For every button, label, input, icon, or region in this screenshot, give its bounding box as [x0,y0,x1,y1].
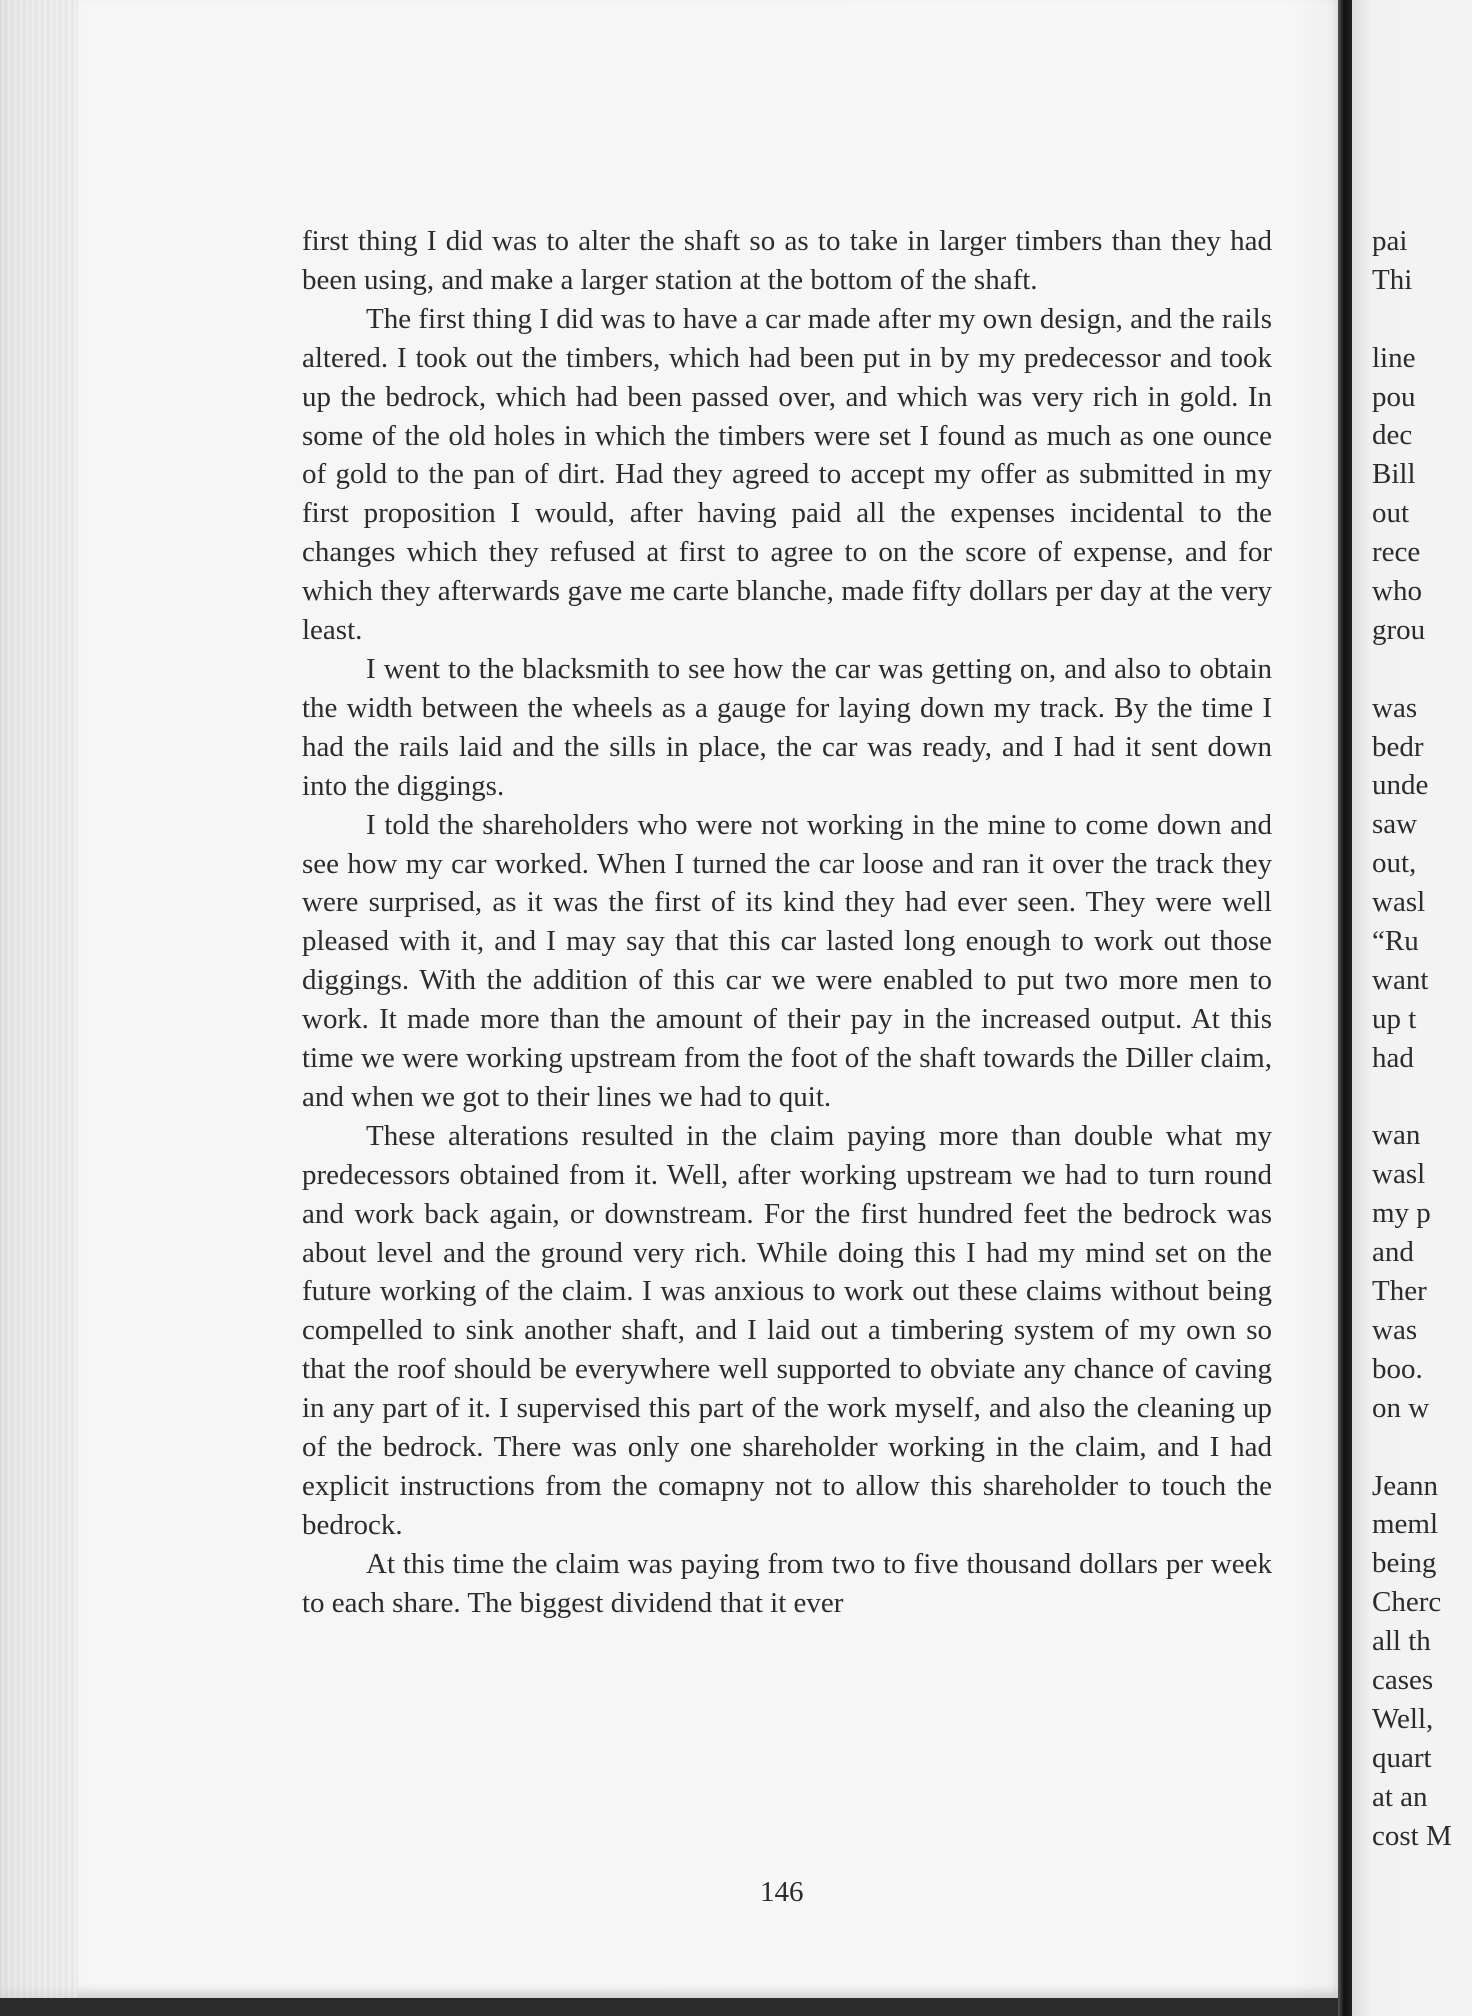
right-page-line-fragment [1372,650,1472,689]
right-page-line-fragment: grou [1372,613,1426,646]
right-page-line-fragment: up t [1372,1002,1417,1035]
book-gutter [1338,0,1352,2016]
right-page-line-fragment: wan [1372,1119,1421,1152]
right-page-line-fragment: at an [1372,1780,1428,1813]
right-page-line-fragment: on w [1372,1391,1430,1424]
right-page-line-fragment: dec [1372,419,1413,452]
right-page-line-fragment: “Ru [1372,925,1419,958]
right-page-line-fragment: wasl [1372,1158,1426,1191]
right-page-line-fragment: want [1372,963,1429,996]
right-page-line-fragment: quart [1372,1741,1432,1774]
right-page-line-fragment: cases [1372,1663,1434,1696]
right-page-line-fragment: bedr [1372,730,1424,763]
right-page-line-fragment: being [1372,1547,1437,1580]
right-page-line-fragment: and [1372,1236,1414,1269]
right-page-line-fragment: rece [1372,536,1421,569]
right-page-line-fragment: all th [1372,1625,1431,1658]
right-page-line-fragment: unde [1372,769,1429,802]
paragraph: These alterations resulted in the claim paying more than double what my predecessors obtained from it. Well, after working upstream we had to turn round and work back again, or downstream. For the first hundred feet the bedrock was about level and the ground very rich. While doing this I had my mind set on the future working of the claim. I was anxious to work out these claims without being compelled to sink another shaft, and I laid out a timbering system of my own so that the roof should be everywhere well supported to obviate any chance of caving in any part of it. I supervised this part of the work myself, and also the cleaning up of the bedrock. There was only one shareholder working in the claim, and I had explicit instructions from the comapny not to allow this shareholder to touch the bedrock. [302,1119,1272,1541]
right-page-line-fragment: Well, [1372,1702,1434,1735]
right-page-line-fragment: meml [1372,1508,1439,1541]
right-page-text-fragments [1372,222,1472,1855]
paragraph: At this time the claim was paying from two to five thousand dollars per week to each share. The biggest dividend that it ever [302,1547,1272,1619]
page-edge-stack [0,0,78,1998]
right-page-line-fragment: was [1372,1313,1418,1346]
right-page-line-fragment: Thi [1372,263,1413,296]
right-page-line-fragment: wasl [1372,886,1426,919]
right-page-line-fragment: boo. [1372,1352,1423,1385]
right-page-line-fragment: pou [1372,380,1416,413]
right-page-line-fragment [1372,1078,1472,1117]
right-page-line-fragment [1372,300,1472,339]
right-page-line-fragment: out, [1372,847,1417,880]
paragraph: The first thing I did was to have a car made after my own design, and the rails altered. I took out the timbers, which had been put in by my predecessor and took up the bedrock, which had been passed over, and which was very rich in gold. In some of the old holes in which the timbers were set I found as much as one ounce of gold to the pan of dirt. Had they agreed to accept my offer as submitted in my first proposition I would, after having paid all the expenses incidental to the changes which they refused at first to agree to on the score of expense, and for which they afterwards gave me carte blanche, made fifty dollars per day at the very least. [302,302,1272,647]
paragraph: first thing I did was to alter the shaft so as to take in larger timbers than they had been using, and make a larger station at the bottom of the shaft. [302,225,1272,296]
right-page-line-fragment: Cherc [1372,1586,1442,1619]
body-text [302,222,1272,1623]
right-page-line-fragment: saw [1372,808,1418,841]
right-page-line-fragment: Bill [1372,458,1416,491]
right-page-line-fragment [1372,1428,1472,1467]
right-page-line-fragment: was [1372,691,1418,724]
right-page-line-fragment: out [1372,497,1410,530]
right-page-line-fragment: Jeann [1372,1469,1439,1502]
right-page-line-fragment: line [1372,341,1416,374]
right-page-line-fragment: cost M [1372,1819,1452,1852]
right-page-line-fragment: had [1372,1041,1414,1074]
right-page-line-fragment: who [1372,575,1422,608]
page-number: 146 [760,1876,804,1908]
paragraph: I told the shareholders who were not working in the mine to come down and see how my car worked. When I turned the car loose and ran it over the track they were surprised, as it was the first of its kind they had ever seen. They were well pleased with it, and I may say that this car lasted long enough to work out those diggings. With the addition of this car we were enabled to put two more men to work. It made more than the amount of their pay in the increased output. At this time we were working upstream from the foot of the shaft towards the Diller claim, and when we got to their lines we had to quit. [302,808,1272,1113]
right-page-line-fragment: my p [1372,1197,1431,1230]
paragraph: I went to the blacksmith to see how the car was getting on, and also to obtain the width between the wheels as a gauge for laying down my track. By the time I had the rails laid and the sills in place, the car was ready, and I had it sent down into the diggings. [302,652,1272,802]
right-page-line-fragment: Ther [1372,1275,1427,1308]
right-page-line-fragment: pai [1372,225,1408,257]
